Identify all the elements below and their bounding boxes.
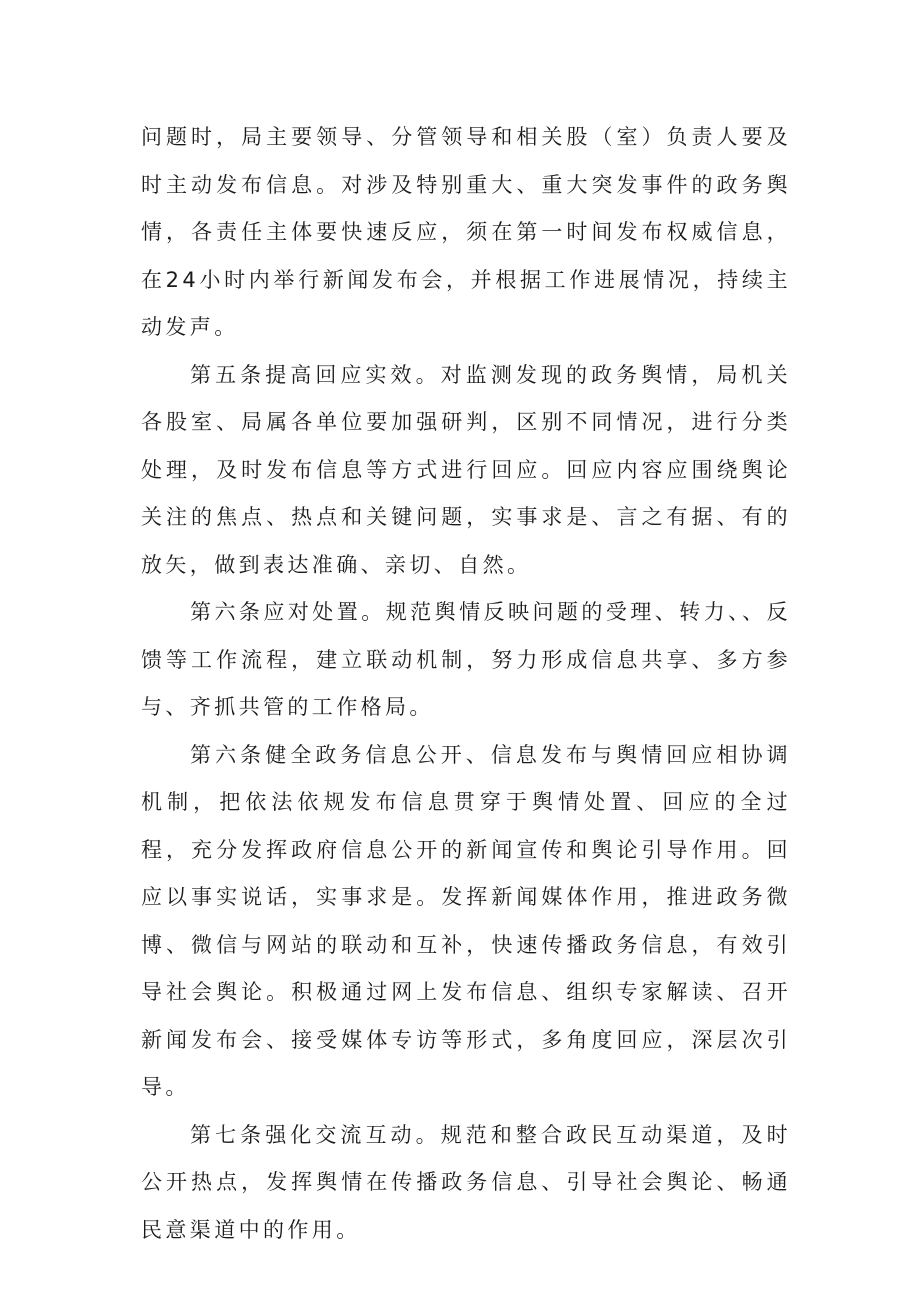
paragraph-article-6-response: 第六条应对处置。规范舆情反映问题的受理、转力、、反馈等工作流程，建立联动机制，努力形成信息共享、多方参与、齐抓共管的工作格局。	[141, 600, 791, 719]
paragraph-article-7: 第七条强化交流互动。规范和整合政民互动渠道，及时公开热点，发挥舆情在传播政务信息、引导社会舆论、畅通民意渠道中的作用。	[141, 1122, 791, 1242]
paragraph-continuation: 问题时，局主要领导、分管领导和相关股（室）负责人要及时主动发布信息。对涉及特别重大、重大突发事件的政务舆情，各责任主体要快速反应，须在第一时间发布权威信息，在24小时内举行新闻发布会，并根据工作进展情况，持续主动发声。	[141, 125, 791, 339]
document-body	[141, 114, 791, 1254]
paragraph-article-5: 第五条提高回应实效。对监测发现的政务舆情，局机关各股室、局属各单位要加强研判，区别不同情况，进行分类处理，及时发布信息等方式进行回应。回应内容应围绕舆论关注的焦点、热点和关键问题，实事求是、言之有据、有的放矢，做到表达准确、亲切、自然。	[141, 362, 791, 577]
paragraph-article-6-mechanism: 第六条健全政务信息公开、信息发布与舆情回应相协调机制，把依法依规发布信息贯穿于舆情处置、回应的全过程，充分发挥政府信息公开的新闻宣传和舆论引导作用。回应以事实说话，实事求是。发挥新闻媒体作用，推进政务微博、微信与网站的联动和互补，快速传播政务信息，有效引导社会舆论。积极通过网上发布信息、组织专家解读、召开新闻发布会、接受媒体专访等形式，多角度回应，深层次引导。	[141, 742, 791, 1099]
